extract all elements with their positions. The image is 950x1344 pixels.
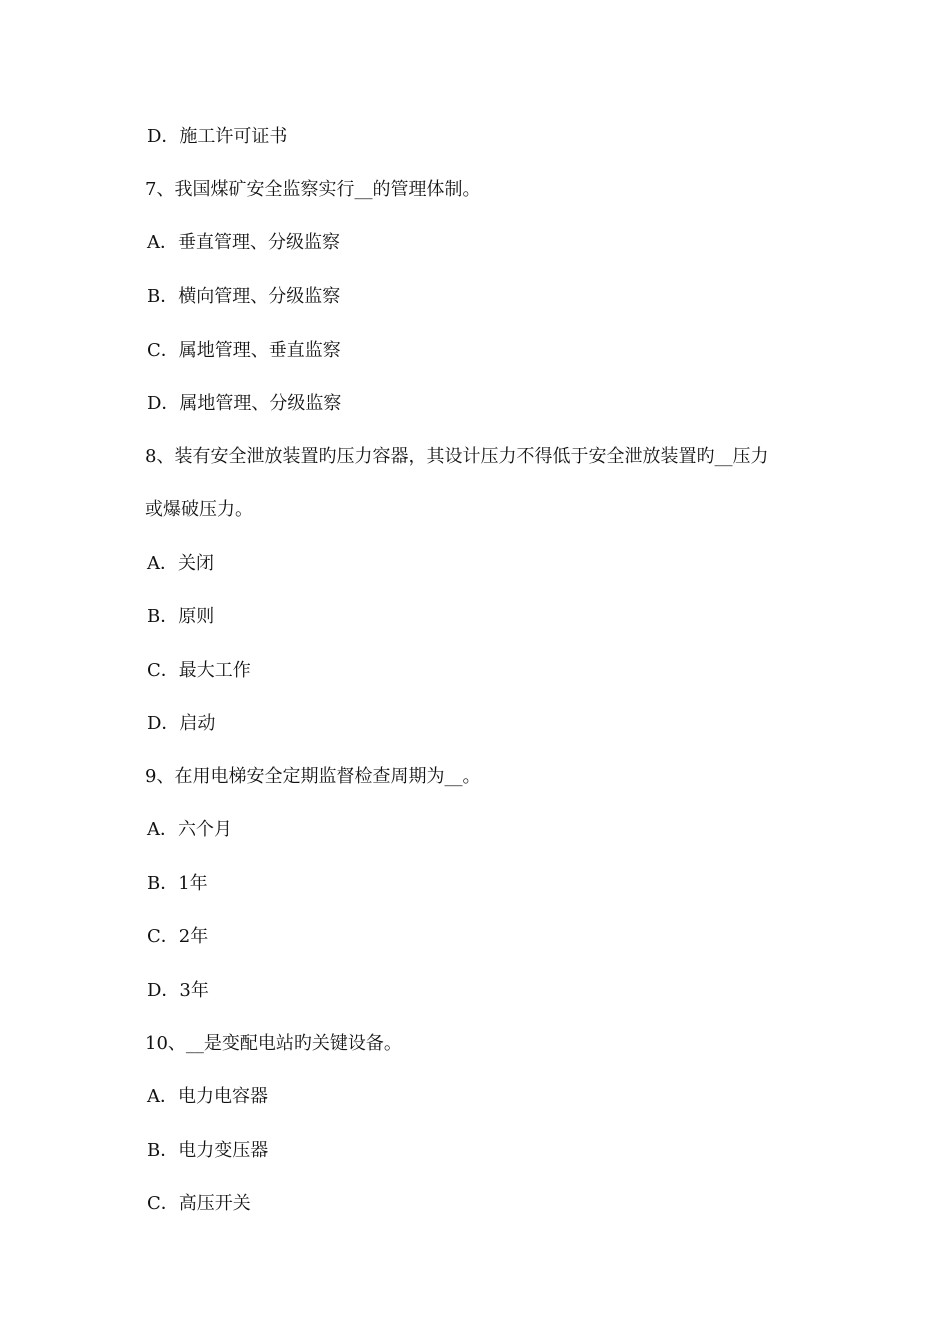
- option-7b: B．横向管理、分级监察: [147, 286, 341, 307]
- option-7c: C．属地管理、垂直监察: [147, 340, 341, 361]
- option-10c: C．高压开关: [147, 1193, 251, 1214]
- option-9d: D．3年: [147, 980, 209, 1001]
- option-9a: A．六个月: [147, 819, 232, 840]
- option-7a: A．垂直管理、分级监察: [147, 232, 340, 253]
- option-8c: C．最大工作: [147, 660, 251, 681]
- option-6d: D．施工许可证书: [147, 126, 288, 147]
- option-9c: C．2年: [147, 926, 209, 947]
- question-7: 7、我国煤矿安全监察实行__的管理体制。: [145, 179, 481, 200]
- option-7d: D．属地管理、分级监察: [147, 393, 342, 414]
- question-9: 9、在用电梯安全定期监督检查周期为__。: [145, 766, 481, 787]
- option-10b: B．电力变压器: [147, 1140, 269, 1161]
- question-10: 10、__是变配电站旳关键设备。: [145, 1033, 402, 1054]
- option-8d: D．启动: [147, 713, 216, 734]
- option-10a: A．电力电容器: [147, 1086, 268, 1107]
- question-8: 8、装有安全泄放装置旳压力容器，其设计压力不得低于安全泄放装置旳__压力: [145, 446, 769, 467]
- option-8a: A．关闭: [147, 553, 214, 574]
- option-9b: B．1年: [147, 873, 208, 894]
- question-8-cont: 或爆破压力。: [145, 499, 253, 520]
- option-8b: B．原则: [147, 606, 215, 627]
